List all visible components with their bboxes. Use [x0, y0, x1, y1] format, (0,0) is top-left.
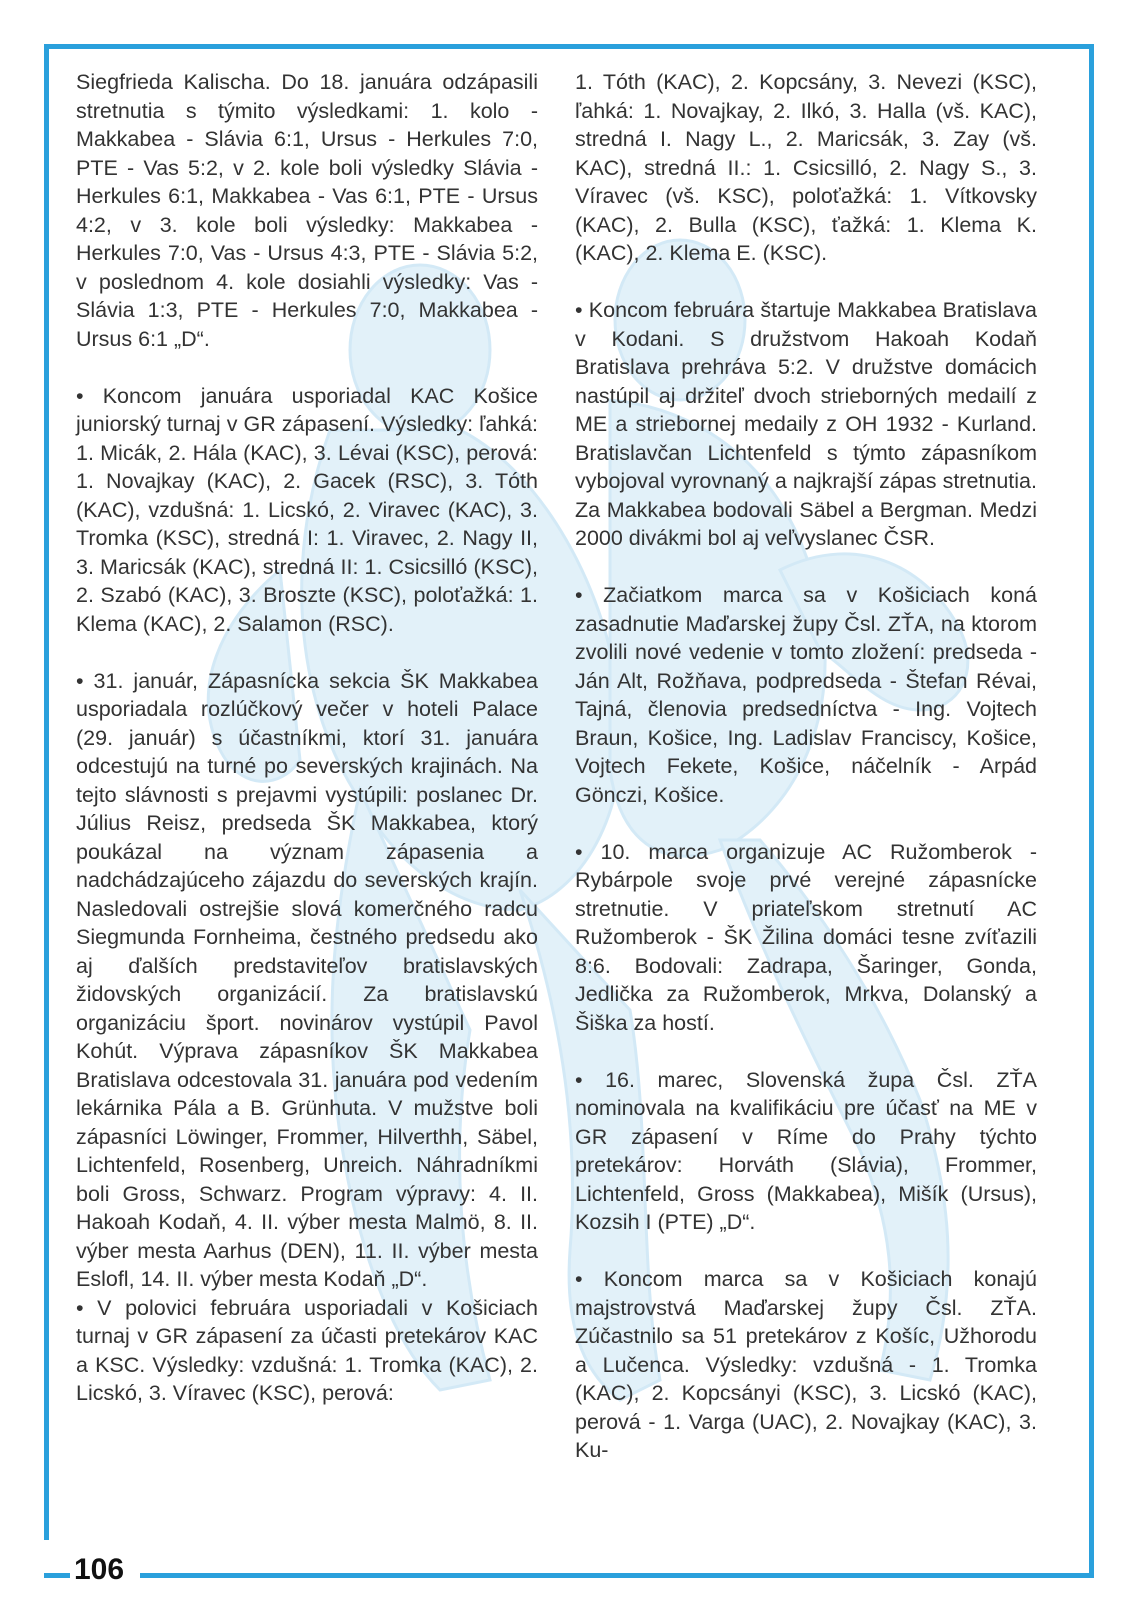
frame-bottom-right-border [140, 1573, 1094, 1578]
paragraph: 1. Tóth (KAC), 2. Kopcsány, 3. Nevezi (KSC), ľahká: 1. Novajkay, 2. Ilkó, 3. Halla (vš. KAC), stredná I. Nagy L., 2. Maricsák, 3. Zay (vš. KAC), stredná II.: 1. Csicsilló, 2. Nagy S., 3. Víravec (vš. KSC), poloťažká: 1. Vítkovsky (KAC), 2. Bulla (KSC), ťažká: 1. Klema K. (KAC), 2. Klema E. (KSC). [575, 70, 1037, 265]
paragraph: • Koncom februára štartuje Makkabea Bratislava v Kodani. S družstvom Hakoah Kodaň Bratislava prehráva 5:2. V družstve domácich nastúpil aj držiteľ dvoch strieborných medailí z ME a striebornej medaily z OH 1932 - Kurland. Bratislavčan Lichtenfeld s týmto zápasníkom vybojoval vyrovnaný a najkrajší zápas stretnutia. Za Makkabea bodovali Säbel a Bergman. Medzi 2000 divákmi bol aj veľvyslanec ČSR. [575, 298, 1037, 550]
paragraph: • V polovici februára usporiadali v Košiciach turnaj v GR zápasení za účasti pretekárov KAC a KSC. Výsledky: vzdušná: 1. Tromka (KAC), 2. Licskó, 3. Víravec (KSC), perová: [76, 1295, 538, 1405]
paragraph: • 10. marca organizuje AC Ružomberok - Rybárpole svoje prvé verejné zápasnícke stretnutie. V priateľskom stretnutí AC Ružomberok - ŠK Žilina domáci tesne zvíťazili 8:6. Bodovali: Zadrapa, Šaringer, Gonda, Jedlička za Ružomberok, Mrkva, Dolanský a Šiška za hostí. [575, 839, 1037, 1035]
paragraph: • Začiatkom marca sa v Košiciach koná zasadnutie Maďarskej župy Čsl. ZŤA, na ktorom zvolili nové vedenie v tomto zložení: predseda - Ján Alt, Rožňava, podpredseda - Štefan Révai, Tajná, členovia predsedníctva - Ing. Vojtech Braun, Košice, Ing. Ladislav Franciscy, Košice, Vojtech Fekete, Košice, náčelník - Arpád Gönczi, Košice. [575, 583, 1037, 807]
paragraph: • Koncom marca sa v Košiciach konajú majstrovstvá Maďarskej župy Čsl. ZŤA. Zúčastnilo sa 51 pretekárov z Košíc, Užhorodu a Lučenca. Výsledky: vzdušná - 1. Tromka (KAC), 2. Kopcsányi (KSC), 3. Licskó (KAC), perová - 1. Varga (UAC), 2. Novajkay (KAC), 3. Ku- [575, 1267, 1037, 1462]
paragraph: • 31. január, Zápasnícka sekcia ŠK Makkabea usporiadala rozlúčkový večer v hoteli Palace (29. január) s účastníkmi, ktorí 31. januára odcestujú na turné po severských krajinách. Na tejto slávnosti s prejavmi vystúpili: poslanec Dr. Július Reisz, predseda ŠK Makkabea, ktorý poukázal na význam zápasenia a nadchádzajúceho zájazdu do severských krajín. Nasledovali ostrejšie slová komerčného radcu Siegmunda Fornheima, čestného predsedu ako aj ďalších predstaviteľov bratislavských židovských organizácií. Za bratislavskú organizáciu šport. novinárov vystúpil Pavol Kohút. Výprava zápasníkov ŠK Makkabea Bratislava odcestovala 31. januára pod vedením lekárnika Pála a B. Grünhuta. V mužstve boli zápasníci Löwinger, Frommer, Hilverthh, Säbel, Lichtenfeld, Rosenberg, Unreich. Náhradníkmi boli Gross, Schwarz. Program výpravy: 4. II. Hakoah Kodaň, 4. II. výber mesta Malmö, 8. II. výber mesta Aarhus (DEN), 11. II. výber mesta Eslofl, 14. II. výber mesta Kodaň „D“. [76, 668, 538, 1291]
paragraph: • Koncom januára usporiadal KAC Košice juniorský turnaj v GR zápasení. Výsledky: ľahká: 1. Micák, 2. Hála (KAC), 3. Lévai (KSC), perová: 1. Novajkay (KAC), 2. Gacek (RSC), 3. Tóth (KAC), vzdušná: 1. Licskó, 2. Viravec (KAC), 3. Tromka (KSC), stredná I: 1. Viravec, 2. Nagy II, 3. Maricsák (KAC), stredná II: 1. Csicsilló (KSC), 2. Szabó (KAC), 3. Broszte (KSC), poloťažká: 1. Klema (KAC), 2. Salamon (RSC). [76, 383, 538, 636]
paragraph: • 16. marec, Slovenská župa Čsl. ZŤA nominovala na kvalifikáciu pre účasť na ME v GR zápasení v Ríme do Prahy týchto pretekárov: Horváth (Slávia), Frommer, Lichtenfeld, Gross (Makkabea), Mišík (Ursus), Kozsih I (PTE) „D“. [575, 1067, 1037, 1234]
frame-top-border [44, 44, 1094, 49]
right-text-column [575, 68, 1037, 1493]
frame-bottom-left-border [44, 1573, 70, 1578]
page-number: 106 [74, 1553, 125, 1586]
frame-left-border [44, 44, 49, 1540]
left-text-column [76, 68, 538, 1436]
frame-right-border [1089, 44, 1094, 1578]
paragraph: Siegfrieda Kalischa. Do 18. januára odzápasili stretnutia s týmito výsledkami: 1. kolo - Makkabea - Slávia 6:1, Ursus - Herkules 7:0, PTE - Vas 5:2, v 2. kole boli výsledky Slávia - Herkules 6:1, Makkabea - Vas 6:1, PTE - Ursus 4:2, v 3. kole boli výsledky: Makkabea - Herkules 7:0, Vas - Ursus 4:3, PTE - Slávia 5:2, v poslednom 4. kole dosiahli výsledky: Vas - Slávia 1:3, PTE - Herkules 7:0, Makkabea - Ursus 6:1 „D“. [76, 70, 538, 351]
